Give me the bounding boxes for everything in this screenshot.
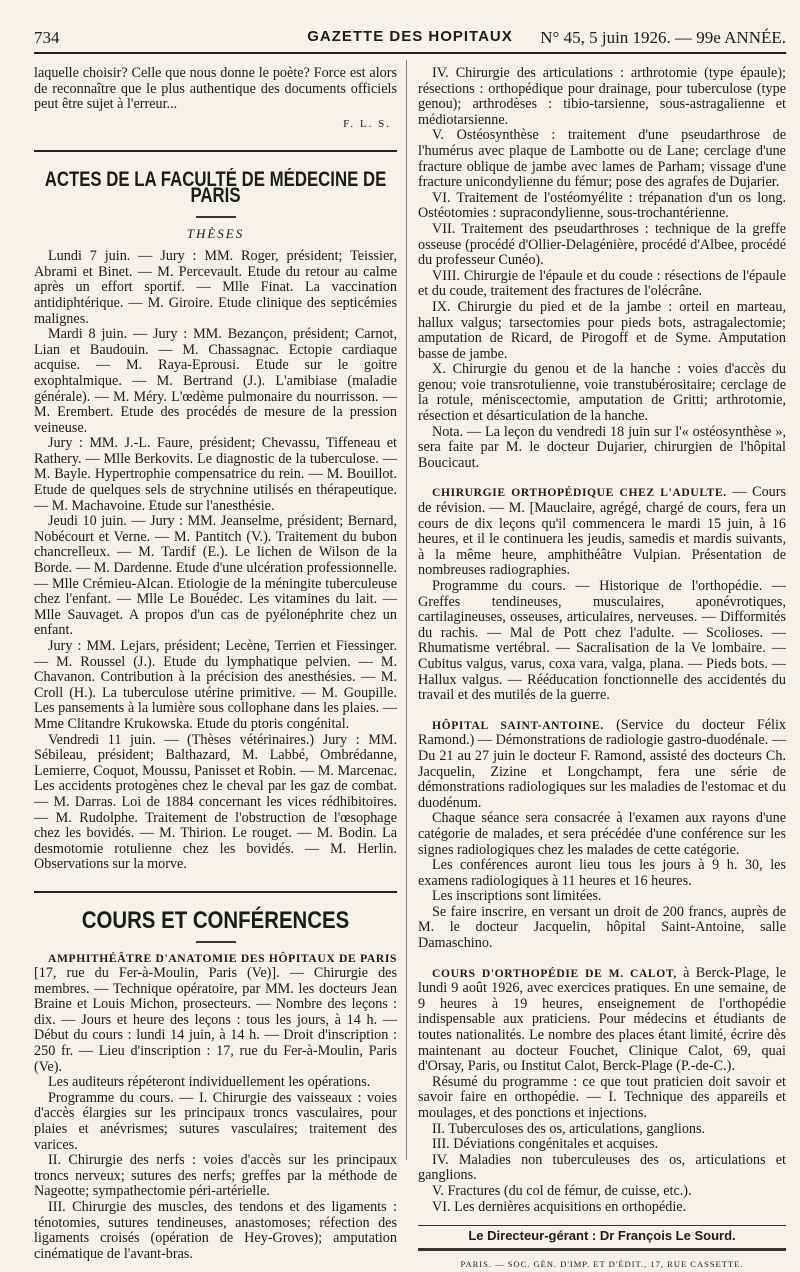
- intro-signature: F. L. S.: [343, 117, 391, 130]
- st-antoine-paragraph: Se faire inscrire, en versant un droit de 200 francs, auprès de M. le docteur Jacquelin, hôpital Saint-Antoine, salle Damaschino.: [418, 903, 786, 952]
- programme-item: X. Chirurgie du genou et de la hanche : voies d'accès du genou; voie transrotulienne, voie transtubérositaire; cerclage de la rotule, méniscectomie, amputation de Gritti; arthrotomie, résection et désarticulation de la hanche.: [418, 361, 786, 425]
- calot-programme-item: V. Fractures (du col de fémur, de cuisse, etc.).: [432, 1182, 692, 1199]
- these-paragraph: Mardi 8 juin. — Jury : MM. Bezançon, président; Carnot, Lian et Baudouin. — M. Chassagnac. Ectopie cardiaque acquise. — M. Raya-Eprousi. Etude sur le goitre exophtalmique. — M. Bertrand (J.). L'amibiase (maladie générale). — M. Méry. L'œdème pulmonaire du nourrisson. — M. Erembert. Etude des procédés de mesure de la pression veineuse.: [34, 326, 397, 436]
- st-antoine-paragraph: Chaque séance sera consacrée à l'examen aux rayons d'une catégorie de malades, et sera précédée d'une conférence sur les signes radiologiques chez les malades de cette catégorie.: [418, 810, 786, 858]
- cours-title: COURS ET CONFÉRENCES: [81, 906, 350, 934]
- footer-rule: [418, 1225, 786, 1226]
- section-rule: [34, 150, 397, 152]
- short-rule: [196, 941, 236, 943]
- calot-programme-item: III. Déviations congénitales et acquises.: [432, 1136, 659, 1153]
- calot-heading: COURS D'ORTHOPÉDIE DE M. CALOT,: [432, 966, 677, 980]
- director-line: Le Directeur-gérant : Dr François Le Sourd.: [468, 1228, 736, 1244]
- section-rule: [34, 891, 397, 893]
- st-antoine-heading: HÔPITAL SAINT-ANTOINE.: [432, 718, 604, 732]
- these-paragraph: Vendredi 11 juin. — (Thèses vétérinaires.) Jury : MM. Sébileau, président; Balthazard, M. Labbé, Ombrédanne, Lemierre, Coquot, Moussu, Panisset et Robin. — M. Marcenac. Les accidents protogènes chez le cheval par les gaz de combat. — M. Darras. Loi de 1884 concernant les vices rédhibitoires. — M. Rudolphe. Traitement de l'obstruction de l'œsophage chez les bovidés. — M. Thirion. Le rouget. — M. Bodin. La desmotomie rotulienne chez les bovidés. — M. Herlin. Observations sur la morve.: [34, 731, 397, 873]
- programme-item: II. Chirurgie des nerfs : voies d'accès sur les principaux troncs nerveux; sutures des nerfs; greffes par la méthode de Nageotte; sympathectomie péri-artérielle.: [34, 1152, 397, 1200]
- programme-item: V. Ostéosynthèse : traitement d'une pseudarthrose de l'humérus avec plaque de Lambotte ou de Lane; cerclage d'une fracture oblique de jambe avec lames de Parham; vissage d'une fracture unicondylienne du fémur; pose des agrafes de Dujarier.: [418, 127, 786, 191]
- programme-item: Programme du cours. — I. Chirurgie des vaisseaux : voies d'accès élargies sur les principaux troncs vasculaires, pour plaies et anévrismes; sutures vasculaires; traitement des varices.: [34, 1089, 397, 1153]
- calot-programme-item: II. Tuberculoses des os, articulations, ganglions.: [432, 1120, 706, 1137]
- st-antoine-paragraph: Les inscriptions sont limitées.: [432, 888, 602, 905]
- intro-paragraph: laquelle choisir? Celle que nous donne le poète? Force est alors de reconnaître que le plus authentique des documents officiels peut être sujet à l'erreur...: [34, 65, 397, 113]
- amphi-body: [17, rue du Fer-à-Moulin, Paris (Ve)]. — Chirurgie des membres. — Technique opératoire, par MM. les docteurs Jean Braine et Louis Michon, prosecteurs. — Nombre des leçons : dix. — Jours et heure des leçons : tous les jours, à 14 h. — Début du cours : lundi 14 juin, à 14 h. — Droit d'inscription : 250 fr. — Lieu d'inscription : 17, rue du Fer-à-Moulin, Paris (Ve).: [34, 965, 397, 1075]
- issue-info: N° 45, 5 juin 1926. — 99e ANNÉE.: [540, 28, 786, 47]
- st-antoine-paragraph: Les conférences auront lieu tous les jours à 9 h. 30, les examens radiologiques à 11 heures et 16 heures.: [418, 857, 786, 889]
- footer-rule-thick: [418, 1248, 786, 1251]
- these-paragraph: Jury : MM. J.-L. Faure, président; Chevassu, Tiffeneau et Rathery. — Mlle Berkovits. Le diagnostic de la tuberculose. — M. Bayle. Hypertrophie compensatrice du rein. — M. Bouillot. Etude de quelques sels de strychnine utilisés en thérapeutique. — M. Machavoine. Etude sur l'anesthésie.: [34, 435, 397, 514]
- right-column: [418, 66, 786, 1272]
- these-paragraph: Lundi 7 juin. — Jury : MM. Roger, président; Teissier, Abrami et Binet. — M. Percevault. Etude du retour au calme après un effort sportif. — Mlle Finat. La vaccination antidiphtérique. — M. Giroire. Etude clinique des septicémies malignes.: [34, 248, 397, 327]
- actes-title: ACTES DE LA FACULTÉ DE MÉDECINE DE PARIS: [44, 168, 387, 207]
- calot-body: à Berck-Plage, le lundi 9 août 1926, avec exercices pratiques. En une semaine, de 9 heures à 19 heures, enseignement de l'orthopédie indispensable aux praticiens. Pour médecins et étudiants de toutes nationalités. Le nombre des places étant limité, écrire dès maintenant au docteur Fouchet, Clinique Calot, 69, quai d'Orsay, Paris, ou Institut Calot, Berck-Plage (P.-de-C.).: [418, 964, 787, 1075]
- programme-item: III. Chirurgie des muscles, des tendons et des ligaments : ténotomies, sutures tendineuses, anastomoses; réfection des ligaments croisés (opération de Hey-Groves); amputation cinématique de l'avant-bras.: [34, 1199, 397, 1262]
- programme-item: VIII. Chirurgie de l'épaule et du coude : résections de l'épaule et du coude, traitement des fractures de l'olécrâne.: [418, 267, 786, 300]
- amphi-note: Les auditeurs répéteront individuellement les opérations.: [48, 1074, 371, 1091]
- calot-programme-item: IV. Maladies non tuberculeuses des os, articulations et ganglions.: [418, 1151, 786, 1184]
- these-paragraph: Jeudi 10 juin. — Jury : MM. Jeanselme, président; Bernard, Nobécourt et Verne. — M. Pantitch (V.). Traitement du bubon chancrelleux. — M. Tardif (E.). Le lichen de Wilson de la Borde. — M. Dardenne. Etude d'une ulcération professionnelle. — Mlle Crémieu-Alcan. Etiologie de la méningite tuberculeuse chez l'enfant. — Mlle Le Bouédec. Les vitamines du lait. — Mlle Sauvaget. A propos d'un cas de pyélonéphrite chez un enfant.: [34, 513, 397, 639]
- programme-item: IV. Chirurgie des articulations : arthrotomie (type épaule); résections : orthopédique pour drainage, pour tuberculose (type genou); arthrodèses : tibio-tarsienne, sous-astragalienne et médiotarsienne.: [418, 65, 786, 128]
- left-column: [34, 66, 397, 1262]
- calot-programme-item: Résumé du programme : ce que tout praticien doit savoir et savoir faire en orthopédie. — I. Technique des appareils et moulages, et des ponctions et injections.: [418, 1073, 786, 1121]
- theses-title: THÈSES: [186, 225, 245, 241]
- nota-paragraph: Nota. — La leçon du vendredi 18 juin sur l'« ostéosynthèse », sera faite par M. le docteur Dujarier, chirurgien de l'hôpital Boucicaut.: [418, 423, 786, 471]
- chirurgie-heading: CHIRURGIE ORTHOPÉDIQUE CHEZ L'ADULTE.: [432, 486, 727, 500]
- these-paragraph: Jury : MM. Lejars, président; Lecène, Terrien et Fiessinger. — M. Roussel (J.). Etude du lymphatique pelvien. — M. Chavanon. Contribution à la précision des anesthésies. — M. Croll (H.). La tuberculose utérine primitive. — M. Goupille. Les pansements à la lumière sous collophane dans les plaies. — Mme Clitandre Krukowska. Etude du ptoris congénital.: [34, 638, 397, 732]
- programme-item: VI. Traitement de l'ostéomyélite : trépanation d'un os long. Ostéotomies : supracondylienne, sous-trochantérienne.: [418, 189, 786, 222]
- programme-item: IX. Chirurgie du pied et de la jambe : orteil en marteau, hallux valgus; tarsectomies pour pieds bots, astragalectomie; amputation de Ricard, de Pirogoff et de Syme. Amputation basse de jambe.: [418, 298, 786, 362]
- programme-item: VII. Traitement des pseudarthroses : technique de la greffe osseuse (procédé d'Ollier-Delagénière, procédé d'Albee, procédé du professeur Cunéo).: [418, 220, 786, 269]
- page-header: [34, 22, 786, 54]
- page-number: 734: [34, 28, 60, 47]
- chirurgie-body: — Cours de révision. — M. [Mauclaire, agrégé, chargé de cours, fera un cours de dix leçons qu'il commencera le mardi 15 juin, à 16 heures, et il le continuera les jeudis, samedis et mardis suivants, à la même heure, amphithéâtre Vulpian. Présentation de nombreuses radiographies.: [418, 484, 787, 579]
- chirurgie-programme: Programme du cours. — Historique de l'orthopédie. — Greffes tendineuses, musculaires, aponévrotiques, cartilagineuses, osseuses, articulaires, nerveuses. — Difformités du rachis. — Mal de Pott chez l'adulte. — Scolioses. — Rhumatisme vertébral. — Sacralisation de la Ve lombaire. — Cubitus valgus, varus, coxa vara, valga, plana. — Pieds bots. — Hallux valgus. — Rééducation fonctionnelle des accidentés du travail et des mutilés de la guerre.: [418, 578, 786, 704]
- calot-programme-item: VI. Les dernières acquisitions en orthopédie.: [432, 1198, 687, 1215]
- journal-title: GAZETTE DES HOPITAUX: [307, 28, 513, 45]
- amphi-heading: AMPHITHÉÂTRE D'ANATOMIE DES HÔPITAUX DE PARIS: [48, 951, 397, 965]
- st-antoine-body: (Service du docteur Félix Ramond.) — Démonstrations de radiologie gastro-duodénale. — Du 21 au 27 juin le docteur F. Ramond, assisté des docteurs Ch. Jacquelin, Zizine et Longchampt, fera une série de démonstrations radiologiques sur les maladies de l'estomac et du duodénum.: [418, 716, 787, 811]
- column-divider: [406, 60, 407, 1160]
- short-rule: [196, 216, 236, 218]
- imprint-line: PARIS. — SOC. GÉN. D'IMP. ET D'ÉDIT., 17, RUE CASSETTE.: [460, 1258, 744, 1269]
